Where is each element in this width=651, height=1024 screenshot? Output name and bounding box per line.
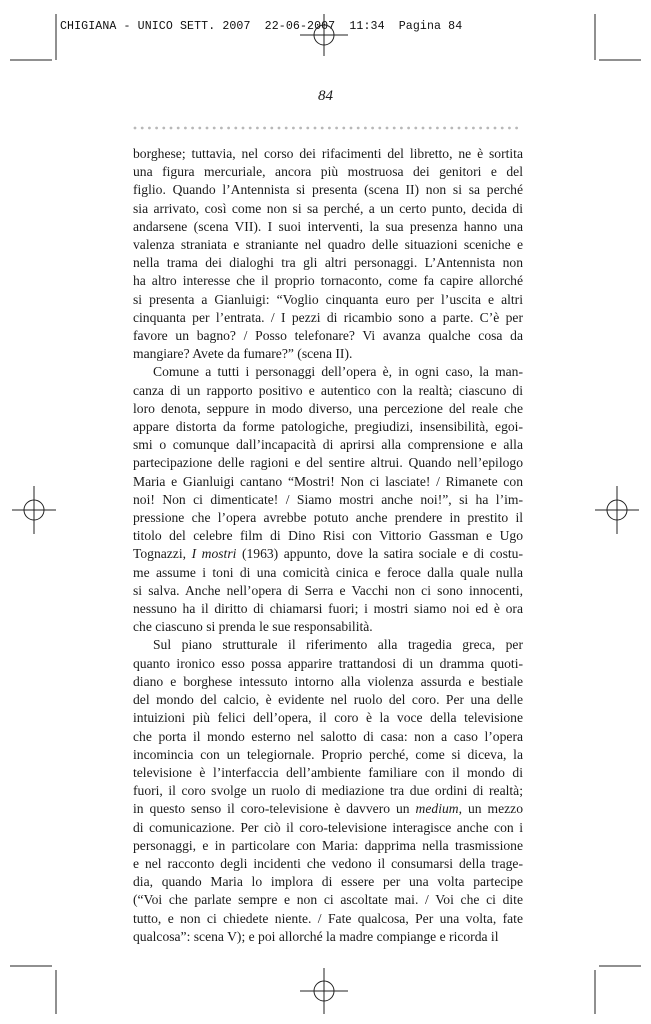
crop-mark-bottom-right-icon (586, 950, 651, 1024)
text-line: valenza straniata e straniante nel quadro delle situazioni sceniche e (133, 237, 523, 253)
text-line: noi! Non ci dimenticate! / Siamo mostri anche noi!”, si ha l’im- (133, 491, 523, 507)
text-line: si salva. Anche nell’opera di Serra e Vacchi non ci sono innocenti, (133, 582, 523, 598)
text-line: cinquanta per l’entrata. / I pezzi di ricambio sono a parte. C’è per (133, 309, 523, 325)
registration-mark-left-icon (10, 484, 58, 536)
text-line: Comune a tutti i personaggi dell’opera è, in ogni caso, la man- (153, 364, 523, 380)
text-line: sia arrivato, così come non si sa perché, a un certo punto, decida di (133, 200, 523, 216)
crop-mark-top-right-icon (586, 0, 651, 80)
text-line: loro denota, seppure in modo diverso, una percezione del reale che (133, 400, 523, 416)
text-line: di comunicazione. Per ciò il coro-televisione interagisce anche con i (133, 819, 523, 835)
text-line: Tognazzi, I mostri (1963) appunto, dove la satira sociale e di costu- (133, 546, 523, 562)
text-line: dia, quando Maria lo implora di essere per una volta partecipe (133, 874, 523, 890)
text-line: Sul piano strutturale il riferimento alla tragedia greca, per (153, 637, 523, 653)
text-line: mangiare? Avete da fumare?” (scena II). (133, 346, 353, 362)
text-line: appare distorta da forme patologiche, pregiudizi, insensibilità, egoi- (133, 419, 523, 435)
text-line: me assume i toni di una comicità cinica e feroce dalla quale nulla (133, 564, 523, 580)
page-number: 84 (318, 88, 333, 104)
registration-mark-right-icon (593, 484, 641, 536)
text-line: figlio. Quando l’Antennista si presenta (scena II) non si sa perché (133, 182, 523, 198)
text-line: nessuno ha il diritto di chiamarsi fuori; i mostri siamo noi ed è ora (133, 601, 523, 617)
paragraph (133, 145, 523, 363)
text-line: favore un bagno? / Posso telefonare? Vi avanza qualche cosa da (133, 328, 523, 344)
registration-mark-top-icon (298, 12, 350, 58)
text-line: e nel racconto degli incidenti che vedono il consumarsi della trage- (133, 855, 523, 871)
paragraph (133, 636, 523, 945)
text-line: che porta il mondo esterno nel salotto di casa: non a caso l’opera (133, 728, 523, 744)
text-line: ha altro interesse che il proprio tornaconto, come fa capire allorché (133, 273, 523, 289)
text-line: quanto ironico esso possa apparire trattandosi di un dramma quoti- (133, 655, 523, 671)
paragraph (133, 363, 523, 636)
text-line: fuori, il coro svolge un ruolo di mediazione tra due ordini di realtà; (133, 783, 523, 799)
text-line: diano e borghese intessuto intorno alla violenza assurda e bestiale (133, 673, 523, 689)
text-line: qualcosa”: scena V); e poi allorché la madre compiange e ricorda il (133, 928, 499, 944)
text-line: in questo senso il coro-televisione è davvero un medium, un mezzo (133, 801, 523, 817)
text-line: che ciascuno si prenda le sue responsabilità. (133, 619, 373, 635)
crop-mark-top-left-icon (0, 0, 60, 80)
text-line: partecipazione delle ragioni e del sentire altrui. Quando nell’epilogo (133, 455, 523, 471)
text-line: incomincia con un telegiornale. Proprio perché, come si diceva, la (133, 746, 523, 762)
text-line: tutto, e non ci chiedete niente. / Fate qualcosa, Per una volta, fate (133, 910, 523, 926)
text-line: si presenta a Gianluigi: “Voglio cinquanta euro per l’uscita e altri (133, 291, 523, 307)
text-line: borghese; tuttavia, nel corso dei rifacimenti del libretto, ne è sortita (133, 146, 523, 161)
text-line: del mondo del calcio, è evidente nel ruolo del coro. Per una delle (133, 692, 523, 708)
text-line: pressione che l’opera avrebbe potuto anche prendere in prestito il (133, 510, 523, 526)
registration-mark-bottom-icon (298, 966, 350, 1016)
text-line: andarsene (scena VII). I suoi interventi, la sua presenza hanno una (133, 218, 523, 234)
text-line: intuizioni più felici dell’opera, il coro è la voce della televisione (133, 710, 523, 726)
text-line: televisione è l’interfaccia dell’ambiente familiare con il mondo di (133, 764, 523, 780)
crop-mark-bottom-left-icon (0, 950, 60, 1024)
text-line: nella trama dei dialoghi tra gli altri personaggi. L’Antennista non (133, 255, 523, 271)
text-line: titolo del celebre film di Dino Risi con Vittorio Gassman e Ugo (133, 528, 523, 544)
text-line: smi o comunque dall’incapacità di aprirsi alla comprensione e alla (133, 437, 523, 453)
text-line: personaggi, e in particolare con Maria: dapprima nella trasmissione (133, 837, 523, 853)
body-text (133, 145, 523, 946)
text-line: (“Voi che parlate sempre e non ci ascoltate mai. / Voi che ci dite (133, 892, 523, 908)
text-line: canza di un rapporto positivo e autentico con la realtà; ciascuno di (133, 382, 523, 398)
dotted-rule (133, 125, 523, 131)
text-line: una figura mercuriale, ancora più mostruosa dei genitori e del (133, 164, 523, 180)
print-slug: CHIGIANA - UNICO SETT. 2007 22-06-2007 11:34 Pagina 84 (60, 20, 463, 33)
text-line: Maria e Gianluigi cantano “Mostri! Non ci lasciate! / Rimanete con (133, 473, 523, 489)
